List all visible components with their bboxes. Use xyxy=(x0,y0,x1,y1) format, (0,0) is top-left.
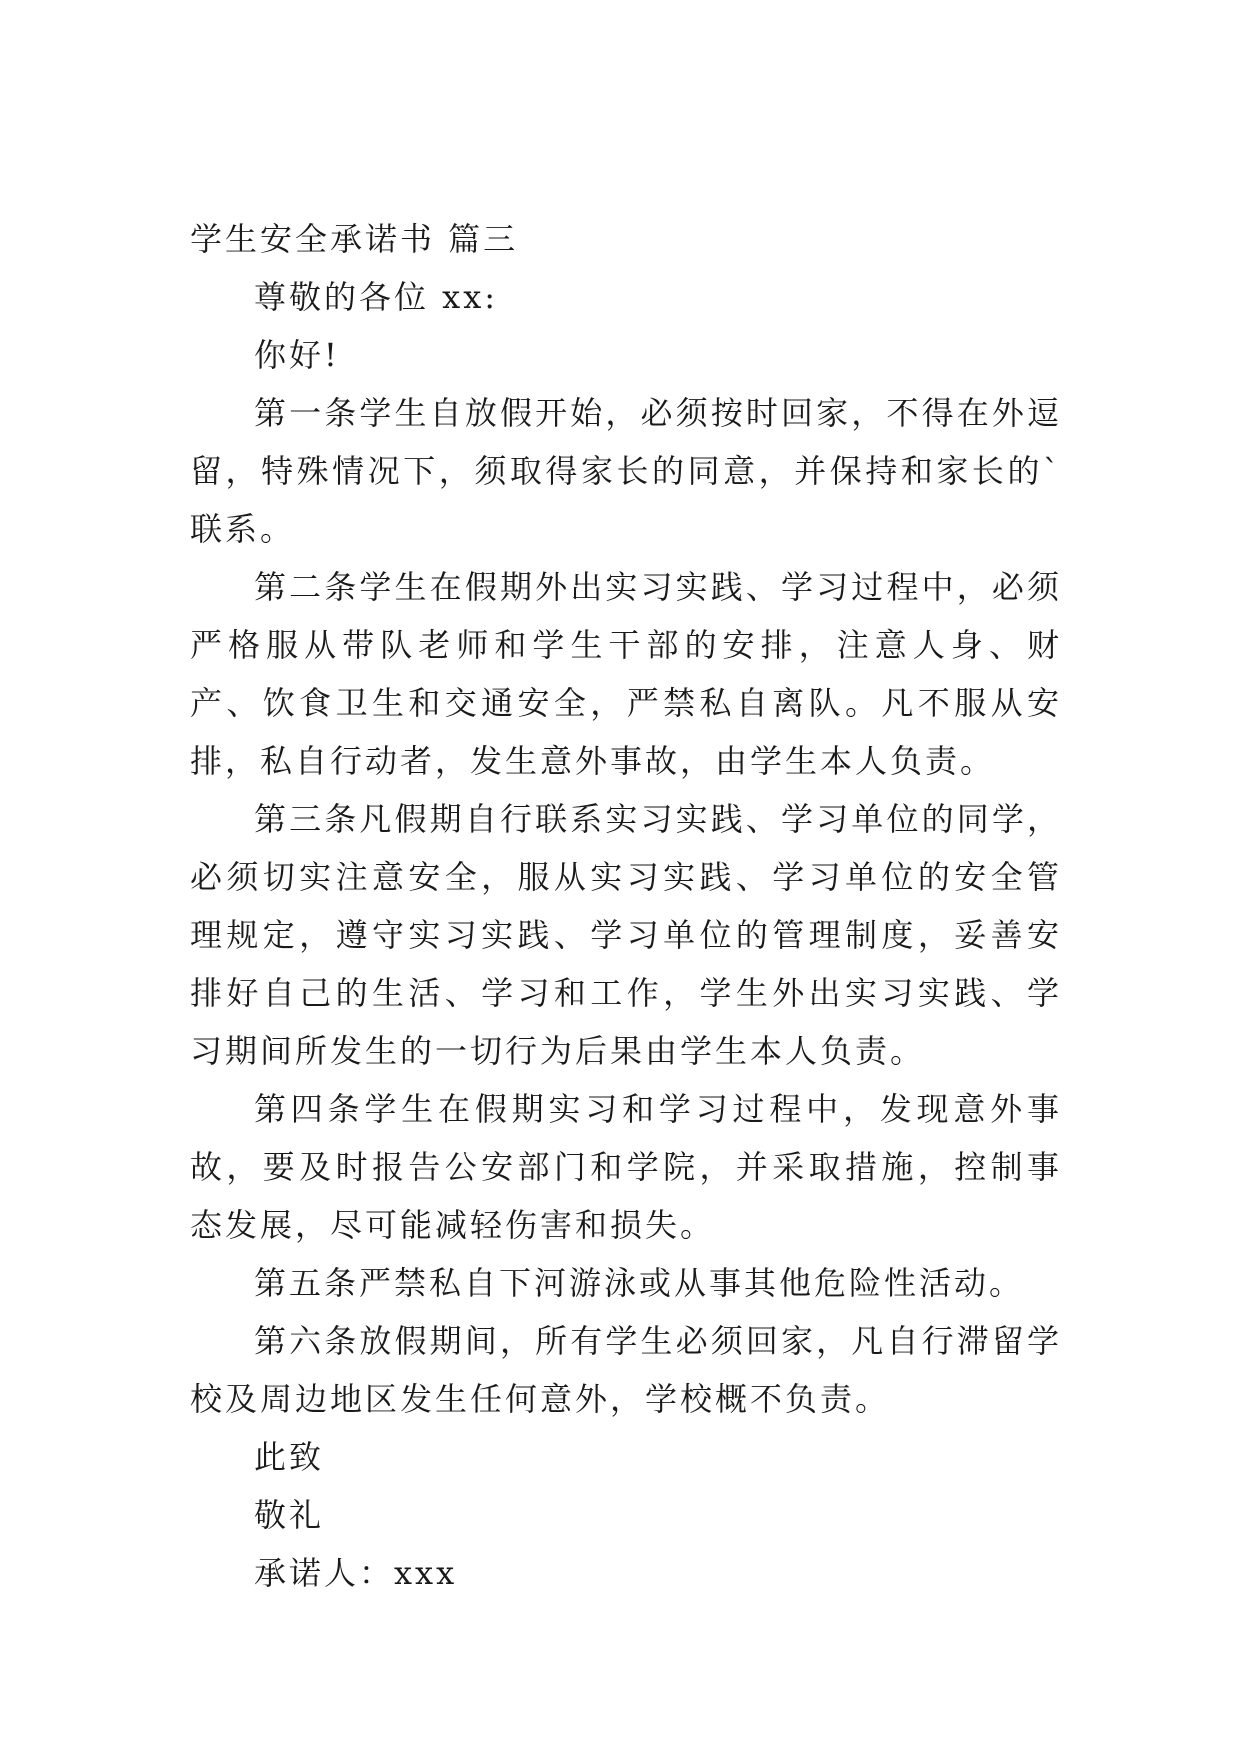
article-4: 第四条学生在假期实习和学习过程中，发现意外事故，要及时报告公安部门和学院，并采取措施，控制事态发展，尽可能减轻伤害和损失。 xyxy=(190,1090,1062,1244)
article-2: 第二条学生在假期外出实习实践、学习过程中，必须严格服从带队老师和学生干部的安排，注意人身、财产、饮食卫生和交通安全，严禁私自离队。凡不服从安排，私自行动者，发生意外事故，由学生本人负责。 xyxy=(190,568,1062,780)
greeting: 你好! xyxy=(254,336,340,374)
closing-line-2: 敬礼 xyxy=(254,1496,325,1534)
article-1: 第一条学生自放假开始，必须按时回家，不得在外逗留，特殊情况下，须取得家长的同意，并保持和家长的`联系。 xyxy=(190,394,1062,548)
document-title: 学生安全承诺书 篇三 xyxy=(190,220,519,258)
article-3: 第三条凡假期自行联系实习实践、学习单位的同学，必须切实注意安全，服从实习实践、学习单位的安全管理规定，遵守实习实践、学习单位的管理制度，妥善安排好自己的生活、学习和工作，学生外出实习实践、学习期间所发生的一切行为后果由学生本人负责。 xyxy=(190,800,1062,1070)
closing-line-1: 此致 xyxy=(254,1438,325,1476)
article-5: 第五条严禁私自下河游泳或从事其他危险性活动。 xyxy=(254,1264,1025,1302)
salutation: 尊敬的各位 xx: xyxy=(254,278,499,316)
document-body xyxy=(190,210,1062,1602)
article-6: 第六条放假期间，所有学生必须回家，凡自行滞留学校及周边地区发生任何意外，学校概不负责。 xyxy=(190,1322,1062,1418)
signature: 承诺人：xxx xyxy=(254,1554,458,1592)
